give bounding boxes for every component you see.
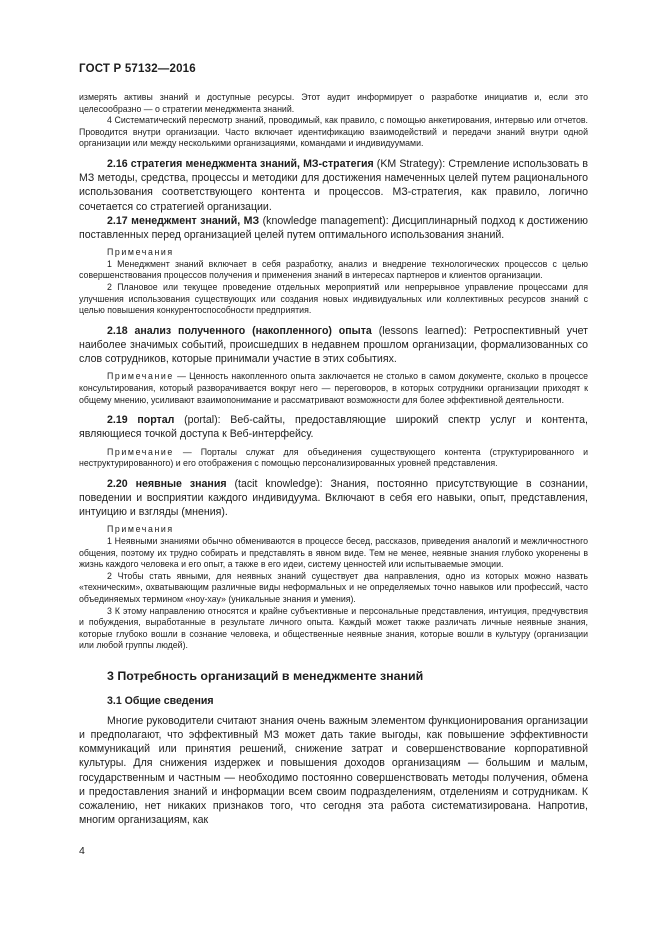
term-number: 2.17 [107, 214, 128, 227]
term-definition: (lessons learned): Ретроспективный учет наиболее значимых событий, происшедших в недавнем прошлом организации, формализованных со слов сотрудников, которые принимали участие в этих событиях. [79, 324, 588, 366]
note-item: 2 Плановое или текущее проведение отдельных мероприятий или непрерывное управление процессами для улучшения использования существующих или создания новых индивидуальных или коллективных ресурсов знаний с целью повышения конкурентоспособности предприятия. [79, 281, 588, 316]
intro-paragraph: измерять активы знаний и доступные ресурсы. Этот аудит информирует о разработке инициатив и, если это целесообразно — о стратегии менеджмента знаний. [79, 92, 588, 114]
term-name: менеджмент знаний, МЗ [131, 214, 260, 227]
document-header: ГОСТ Р 57132—2016 [79, 63, 196, 75]
note-single [79, 447, 588, 470]
term-entry [79, 157, 588, 214]
term-number: 2.19 [107, 414, 128, 427]
document-body [79, 92, 588, 828]
note-item: 2 Чтобы стать явными, для неявных знаний существует два направления, одно из которых можно назвать «техническим», охватывающим различные виды неформальных и не определяемых точно навыков или профессий, часто объединяемых термином «ноу-хау» (уникальные знания и умения). [79, 570, 588, 604]
term-definition: (tacit knowledge): Знания, постоянно присутствующие в сознании, поведении и восприятии каждого индивидуума. Включают в себя его навыки, опыт, представления, интуицию и взгляды (мнения). [79, 477, 589, 519]
term-entry [79, 214, 588, 242]
term-number: 2.20 [107, 477, 128, 490]
subsection-heading: 3.1 Общие сведения [107, 694, 214, 707]
term-entry [79, 413, 588, 441]
note-text: — Ценность накопленного опыта заключается не столько в самом документе, сколько в процессе консультирования, который разворачивается вокруг него — переговоров, в которых сотрудники организации приходят к общему мнению, усиливают взаимопонимание и рассматривают возможности для более эффективной деятельности. [79, 371, 588, 405]
intro-note-4: 4 Систематический пересмотр знаний, проводимый, как правило, с помощью анкетирования, интервью или отчетов. Проводится внутри организации. Часто включает идентификацию взаимодействий и передачи знаний внутри одной организации или между несколькими организациями, командами и индивидуумами. [79, 115, 588, 149]
note-label: Примечание [107, 371, 174, 382]
note-item: 1 Менеджмент знаний включает в себя разработку, анализ и внедрение технологических процессов с целью совершенствования процессов получения и применения знаний в интересах партнеров и клиентов организации. [79, 258, 588, 281]
note-item: 3 К этому направлению относятся и крайне субъективные и персональные представления, интуиция, предчувствия и побуждения, выработанные в результате личного опыта. Каждый может также различать личные неявные знания, которые глубоко вошли в сознание человека, и общественные неявные знания, которые вошли в культуру (организации или любой группы людей). [79, 605, 588, 651]
term-definition: (portal): Веб-сайты, предоставляющие широкий спектр услуг и контента, являющиеся точкой доступа к Веб-интерфейсу. [79, 414, 588, 441]
note-label: Примечание [107, 446, 174, 457]
term-number: 2.16 [107, 157, 128, 170]
term-name: анализ полученного (накопленного) опыта [134, 324, 372, 337]
notes-heading: Примечания [107, 247, 174, 258]
page-number: 4 [79, 845, 85, 857]
term-name: портал [137, 414, 175, 427]
note-text: — Порталы служат для объединения существующего контента (структурированного и неструктурированного) и его отображения с помощью персонализированных уровней представления. [79, 446, 588, 469]
section-paragraph: Многие руководители считают знания очень важным элементом функционирования организации и предполагают, что эффективный МЗ может дать такие выгоды, как повышение эффективности коммуникаций или принятия решений, снижение затрат и совершенствование корпоративной культуры. Для снижения издержек и повышения доходов организациям — большим и малым, государственным и частным — необходимо постоянно совершенствовать методы получения, обмена и предоставления знаний и информации всем своим подразделениям, отделениям и сотрудникам. К сожалению, нет никаких признаков того, что сегодня эта работа систематизирована. Напротив, многим организациям, как [79, 714, 588, 827]
term-definition: (knowledge management): Дисциплинарный подход к достижению поставленных перед организацией целей путем оптимального использования знаний. [79, 214, 588, 241]
term-number: 2.18 [107, 324, 128, 337]
note-item: 1 Неявными знаниями обычно обмениваются в процессе бесед, рассказов, приведения аналогий и межличностного общения, поэтому их трудно собирать и представлять в явном виде. Тем не менее, неявные знания глубоко укоренены в жизнь каждого человека и его опыт, а также в его идеи, систему ценностей или испытываемые эмоции. [79, 535, 588, 570]
term-name: стратегия менеджмента знаний, МЗ-стратегия [130, 157, 374, 170]
section-heading: 3 Потребность организаций в менеджменте знаний [107, 668, 424, 683]
note-single [79, 371, 588, 406]
notes-heading: Примечания [107, 524, 174, 535]
term-entry [79, 324, 588, 367]
term-definition: (KM Strategy): Стремление использовать в МЗ методы, средства, процессы и методики для достижения намеченных целей путем рационального использования соответствующего контента и процессов. МЗ-стратегия, как правило, логично сочетается со стратегией организации. [79, 157, 588, 213]
term-entry [79, 477, 588, 520]
term-name: неявные знания [135, 477, 227, 490]
